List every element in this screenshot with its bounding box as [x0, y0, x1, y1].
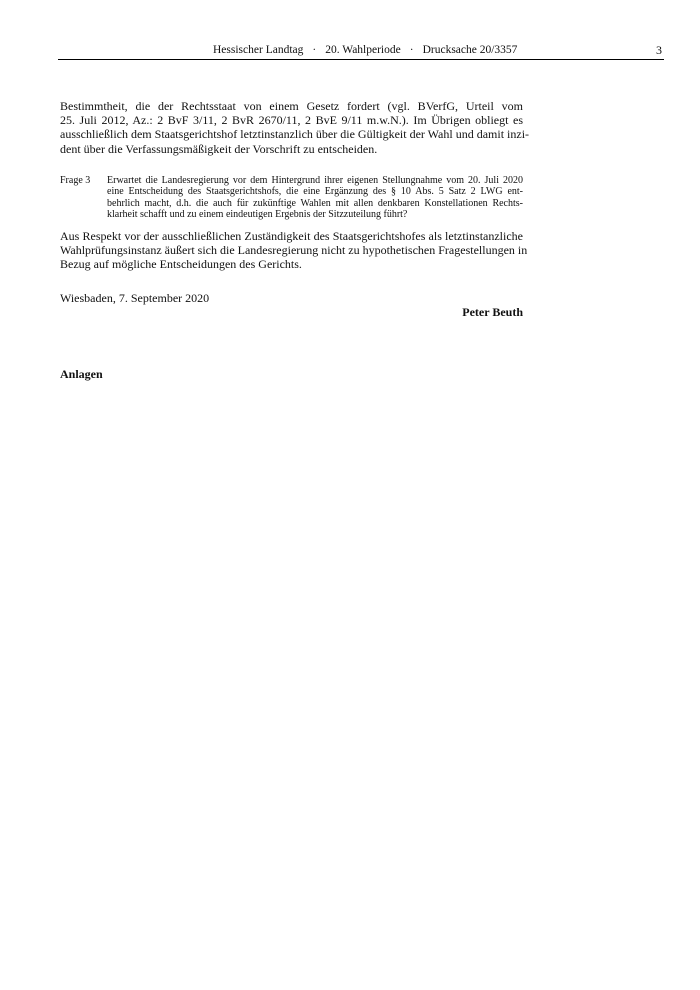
text-line: ausschließlich dem Staatsgerichtshof letztinstanzlich über die Gültigkeit der Wahl und damit inzi-: [60, 127, 530, 142]
signature-name: Peter Beuth: [462, 305, 523, 319]
question-line: Erwartet die Landesregierung vor dem Hintergrund ihrer eigenen Stellungnahme vom 20. Juli 2020: [107, 175, 523, 186]
header-period: 20. Wahlperiode: [325, 44, 401, 56]
header-document-number: Drucksache 20/3357: [422, 44, 518, 56]
place-date: Wiesbaden, 7. September 2020: [60, 291, 210, 305]
text-line: Aus Respekt vor der ausschließlichen Zuständigkeit des Staatsgerichtshofes als letztinstanzliche: [60, 229, 523, 243]
question-line: klarheit schafft und zu einem eindeutigen Ergebnis der Sitzzuteilung führt?: [107, 208, 408, 220]
text-line: Bestimmtheit, die der Rechtsstaat von einem Gesetz fordert (vgl. BVerfG, Urteil vom: [60, 99, 523, 113]
question-line: eine Entscheidung des Staatsgerichtshofs, die eine Ergänzung des § 10 Abs. 5 Satz 2 LWG ent-: [107, 186, 523, 198]
question-label: Frage 3: [60, 175, 91, 186]
page-number: 3: [656, 43, 662, 57]
text-line: dent über die Verfassungsmäßigkeit der Vorschrift zu entscheiden.: [60, 141, 378, 156]
header-parliament: Hessischer Landtag: [213, 44, 304, 56]
header-info: [213, 42, 517, 58]
text-line: 25. Juli 2012, Az.: 2 BvF 3/11, 2 BvR 2670/11, 2 BvE 9/11 m.w.N.). Im Übrigen obliegt es: [60, 113, 523, 128]
paragraph-continuation: [60, 99, 530, 156]
text-line: Bezug auf mögliche Entscheidungen des Gerichts.: [60, 257, 302, 272]
text-line: Wahlprüfungsinstanz äußert sich die Landesregierung nicht zu hypothetischen Fragestellungen in: [60, 243, 528, 258]
page-header: [58, 42, 664, 58]
header-separator: ·: [409, 44, 414, 56]
answer-paragraph: [60, 229, 528, 272]
header-separator: ·: [312, 44, 317, 56]
header-rule: [58, 59, 664, 60]
question-text: [107, 175, 523, 220]
annex-heading: Anlagen: [60, 367, 103, 381]
question-line: behrlich macht, d.h. die auch für zukünftige Wahlen mit allen denkbaren Konstellationen Rechts-: [107, 197, 523, 209]
